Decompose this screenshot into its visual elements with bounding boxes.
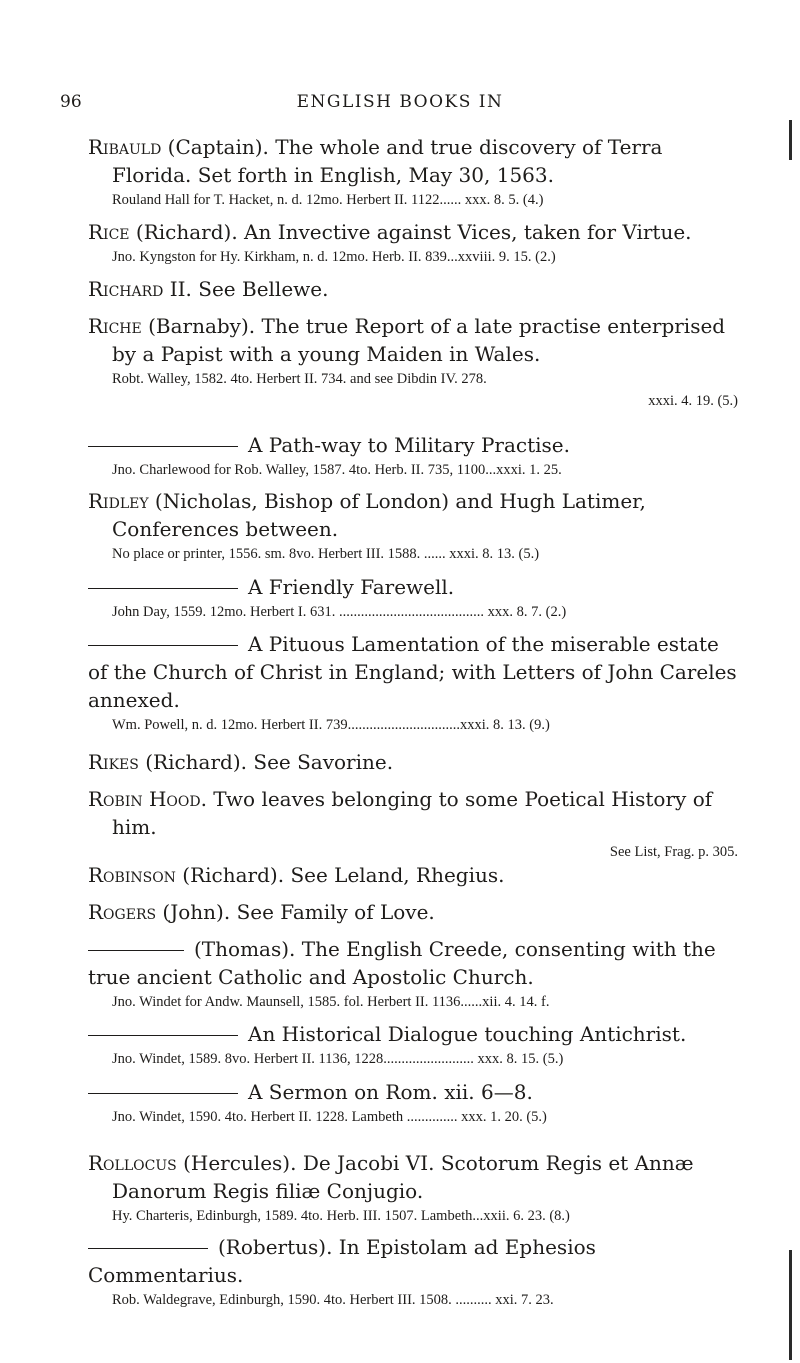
ditto-rule xyxy=(88,1035,238,1036)
entry-riche-2 xyxy=(88,431,738,481)
entry-title: A Pituous Lamentation of the miserable estate of the Church of Christ in England; with Letters of John Careles annexed. xyxy=(88,632,737,712)
entry-imprint: Rob. Waldegrave, Edinburgh, 1590. 4to. Herbert III. 1508. .......... xxi. 7. 23. xyxy=(112,1292,554,1308)
ditto-rule xyxy=(88,950,184,951)
entry-title: (Robertus). In Epistolam ad Ephesios Commentarius. xyxy=(88,1235,596,1287)
entry-title: (Captain). The whole and true discovery of Terra Florida. Set forth in English, May 30, 1563. xyxy=(112,135,663,187)
entry-title: (Barnaby). The true Report of a late practise enterprised by a Papist with a young Maiden in Wales. xyxy=(112,314,726,366)
entry-rogers-3 xyxy=(88,1020,738,1070)
scan-edge-line xyxy=(789,120,792,160)
scan-edge-line xyxy=(789,1250,792,1360)
entry-rogers xyxy=(88,898,738,926)
entry-imprint: Jno. Windet for Andw. Maunsell, 1585. fol. Herbert II. 1136......xii. 4. 14. f. xyxy=(112,994,550,1010)
entry-name: Ridley xyxy=(88,489,149,513)
entry-rogers-4 xyxy=(88,1078,738,1128)
entry-name: Robin Hood xyxy=(88,787,201,811)
entry-title: (Nicholas, Bishop of London) and Hugh Latimer, Conferences between. xyxy=(112,489,646,541)
entry-rogers-2 xyxy=(88,935,738,1013)
entry-title: . Two leaves belonging to some Poetical History of him. xyxy=(112,787,713,839)
entry-name: Rice xyxy=(88,220,130,244)
entry-ridley-3 xyxy=(88,630,738,736)
entry-imprint: Jno. Windet, 1590. 4to. Herbert II. 1228. Lambeth .............. xxx. 1. 20. (5.) xyxy=(112,1109,547,1125)
entry-imprint: See List, Frag. p. 305. xyxy=(609,844,738,860)
ditto-rule xyxy=(88,1248,208,1249)
entry-title: (Richard). An Invective against Vices, taken for Virtue. xyxy=(129,220,692,244)
entry-name: Ribauld xyxy=(88,135,162,159)
entry-ribauld xyxy=(88,133,738,211)
entry-title: An Historical Dialogue touching Antichrist. xyxy=(248,1022,687,1046)
ditto-rule xyxy=(88,588,238,589)
entry-title: (Richard). See Leland, Rhegius. xyxy=(175,863,505,887)
page-number: 96 xyxy=(60,92,82,112)
ditto-rule xyxy=(88,446,238,447)
entry-title: (Thomas). The English Creede, consenting with the true ancient Catholic and Apostolic Church. xyxy=(88,937,716,989)
entry-name: Richard xyxy=(88,277,164,301)
entry-title: II. See Bellewe. xyxy=(163,277,329,301)
entry-title: (Richard). See Savorine. xyxy=(138,750,394,774)
entry-rollocus-2 xyxy=(88,1233,738,1311)
entry-name: Rikes xyxy=(88,750,139,774)
entry-name: Robinson xyxy=(88,863,176,887)
entry-imprint: Hy. Charteris, Edinburgh, 1589. 4to. Herb. III. 1507. Lambeth...xxii. 6. 23. (8.) xyxy=(112,1208,570,1224)
entry-imprint: No place or printer, 1556. sm. 8vo. Herbert III. 1588. ...... xxxi. 8. 13. (5.) xyxy=(112,546,540,562)
entry-imprint-ref: xxxi. 4. 19. (5.) xyxy=(648,393,738,409)
entry-name: Riche xyxy=(88,314,142,338)
ditto-rule xyxy=(88,645,238,646)
entry-title: A Friendly Farewell. xyxy=(248,575,455,599)
entry-ridley-2 xyxy=(88,573,738,623)
entry-title: (Hercules). De Jacobi VI. Scotorum Regis et Annæ Danorum Regis filiæ Conjugio. xyxy=(112,1151,694,1203)
entry-name: Rollocus xyxy=(88,1151,177,1175)
entry-imprint: Jno. Windet, 1589. 8vo. Herbert II. 1136, 1228......................... xxx. 8. 15. (5.) xyxy=(112,1051,564,1067)
running-head: ENGLISH BOOKS IN xyxy=(296,92,504,112)
entry-name: Rogers xyxy=(88,900,157,924)
entry-robinson xyxy=(88,861,738,889)
entry-rice xyxy=(88,218,738,268)
entry-riche xyxy=(88,312,738,412)
entry-imprint: Wm. Powell, n. d. 12mo. Herbert II. 739...............................xxxi. 8. 13. (9.) xyxy=(112,717,550,733)
entry-imprint: Robt. Walley, 1582. 4to. Herbert II. 734. and see Dibdin IV. 278. xyxy=(112,371,487,387)
entry-imprint: Rouland Hall for T. Hacket, n. d. 12mo. Herbert II. 1122...... xxx. 8. 5. (4.) xyxy=(112,192,544,208)
entry-robin-hood xyxy=(88,785,738,863)
entry-title: A Path-way to Military Practise. xyxy=(248,433,570,457)
entry-title: (John). See Family of Love. xyxy=(156,900,435,924)
entry-imprint: Jno. Kyngston for Hy. Kirkham, n. d. 12mo. Herb. II. 839...xxviii. 9. 15. (2.) xyxy=(112,249,556,265)
entry-rikes xyxy=(88,748,738,776)
entry-ridley xyxy=(88,487,738,565)
entry-imprint: Jno. Charlewood for Rob. Walley, 1587. 4to. Herb. II. 735, 1100...xxxi. 1. 25. xyxy=(112,462,562,478)
entry-richard xyxy=(88,275,738,303)
entry-title: A Sermon on Rom. xii. 6—8. xyxy=(248,1080,533,1104)
entry-imprint: John Day, 1559. 12mo. Herbert I. 631. ........................................ xxx. 8. 7. (2.) xyxy=(112,604,567,620)
entry-rollocus xyxy=(88,1149,738,1227)
ditto-rule xyxy=(88,1093,238,1094)
